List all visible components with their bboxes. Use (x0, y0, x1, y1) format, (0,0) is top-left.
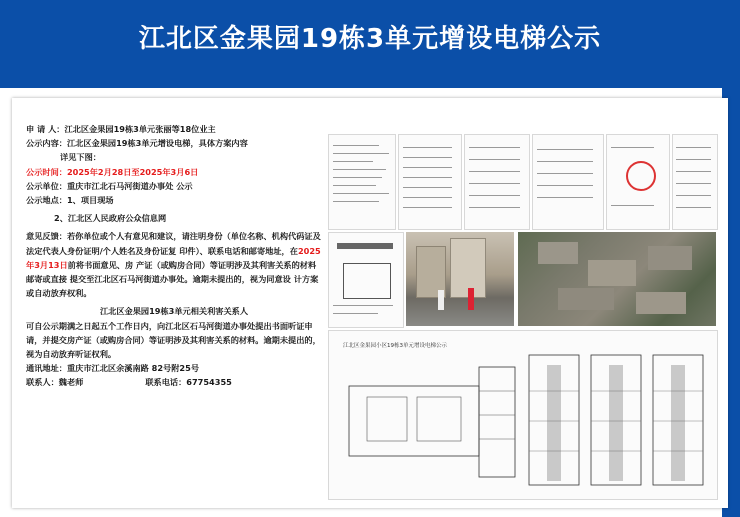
document-scan-2 (398, 134, 462, 230)
detail: 详见下图： (60, 152, 101, 163)
contact: 联系人：魏老师 (26, 377, 84, 388)
place1: 公示地点：1、项目现场 (26, 195, 114, 206)
content: 公示内容：江北区金果园19栋3单元增设电梯，具体方案内容 (26, 138, 248, 149)
notice-sheet (12, 98, 728, 508)
applicant: 申 请 人：江北区金果园19栋3单元张丽等18位业主 (26, 124, 216, 134)
phone: 联系电话：67754355 (145, 377, 232, 388)
contact-line (26, 375, 322, 389)
notice-text (26, 122, 322, 390)
interested-body: 可自公示期满之日起五个工作日内，向江北区石马河街道办事处提出书面听证申请，并提交房产证（或购房合同）等证明涉及其利害关系的材料。逾期未提出的，视为自动放弃听证权利。 (26, 320, 321, 360)
site-photo (406, 232, 514, 326)
document-scan-6 (672, 134, 718, 230)
aerial-map-photo (518, 232, 716, 326)
document-scan-1 (328, 134, 396, 230)
feedback-date: 2025年3月13日 (26, 245, 321, 270)
feedback-b: 前将书面意见、房 产证（或购房合同）等证明涉及其利害关系的材料邮寄或直接 提交至江北区石马河街道办事处。逾期未提出的，视为同意设 计方案或自动放弃权利。 (26, 259, 319, 299)
drawing-title: 江北区金果园小区19栋3单元增设电梯公示 (343, 343, 447, 349)
site-plan-sheet (328, 232, 404, 328)
time-label: 公示时间： (26, 166, 67, 177)
time-line (26, 165, 322, 179)
place2: 2、江北区人民政府公众信息网 (54, 213, 167, 224)
photo-collage (328, 134, 718, 498)
interested-title: 江北区金果园19栋3单元相关利害关系人 (99, 306, 249, 317)
page-title: 江北区金果园19栋3单元增设电梯公示 (138, 24, 602, 54)
document-scan-5 (606, 134, 670, 230)
header-banner (0, 0, 740, 88)
unit: 公示单位：重庆市江北石马河街道办事处 公示 (26, 180, 193, 191)
address: 通讯地址：重庆市江北区余溪南路 82号附25号 (26, 363, 200, 374)
drawing-graphics (329, 331, 717, 499)
elevator-drawing (328, 330, 718, 500)
feedback (26, 229, 322, 300)
document-scan-4 (532, 134, 604, 230)
document-scan-3 (464, 134, 530, 230)
feedback-a: 意见反馈：若你单位或个人有意见和建议，请注明身份（单位名称、机构代码证及法定代表人身份证明/个人姓名及身份证复 印件）、联系电话和邮寄地址，在 (26, 231, 321, 256)
time-value: 2025年2月28日至2025年3月6日 (66, 166, 199, 177)
